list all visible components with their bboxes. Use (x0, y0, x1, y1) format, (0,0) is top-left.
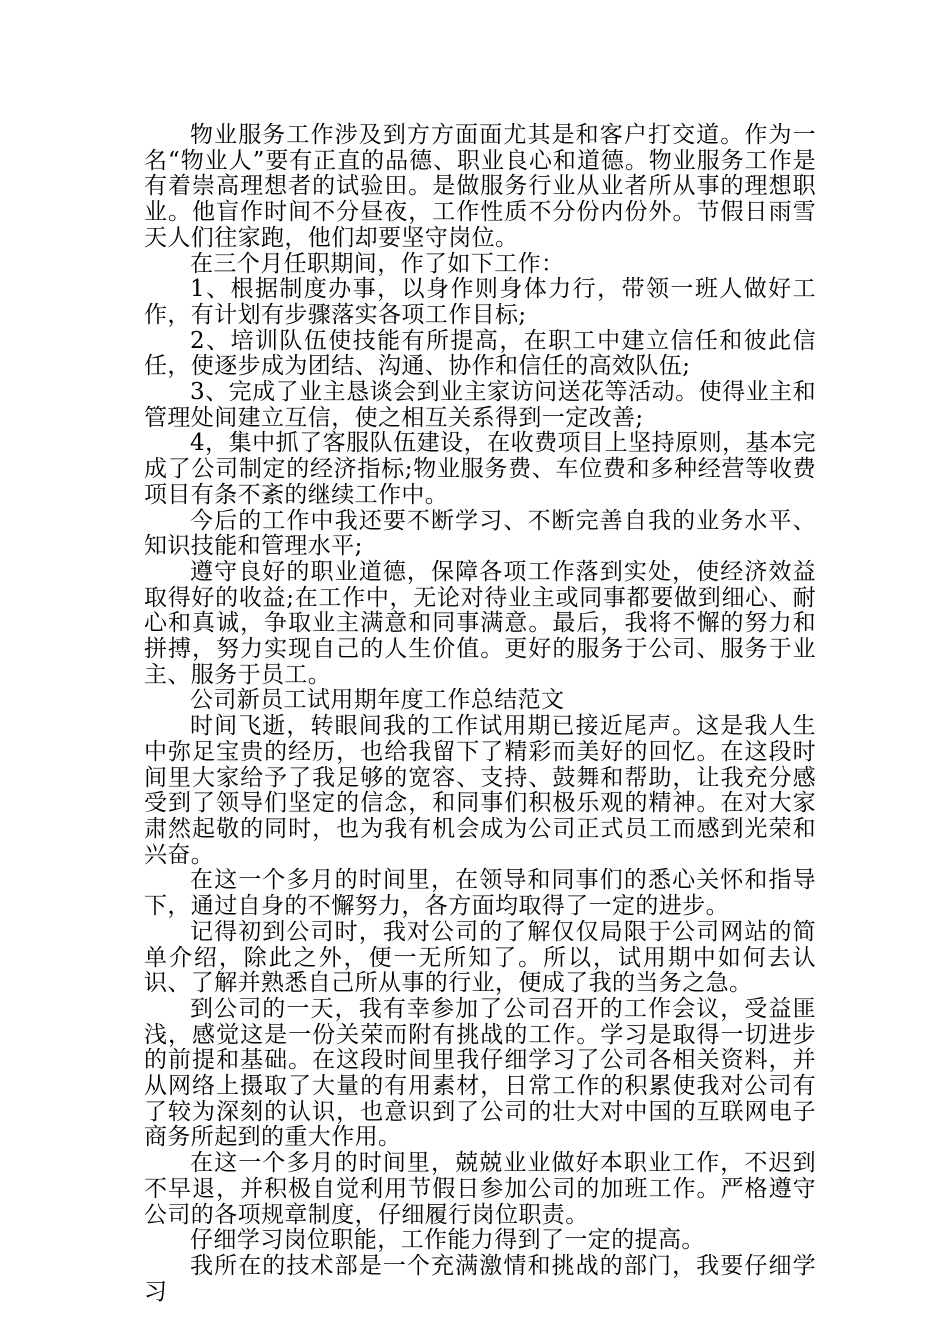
section-title: 公司新员工试用期年度工作总结范文 (190, 687, 565, 714)
paragraph-tech-department: 我所在的技术部是一个充满激情和挑战的部门，我要仔细学习 (144, 1252, 816, 1305)
paragraph-future-work: 今后的工作中我还要不断学习、不断完善自我的业务水平、知识技能和管理水平; (144, 507, 816, 560)
document-body (144, 123, 816, 1305)
paragraph-professional-ethics: 遵守良好的职业道德，保障各项工作落到实处，使经济效益取得好的收益;在工作中，无论对待业主或同事都要做到细心、耐心和真诚，争取业主满意和同事满意。最后，我将不懈的努力和拼搏，努力实现自己的人生价值。更好的服务于公司、服务于业主、服务于员工。 (144, 558, 816, 688)
paragraph-intro: 物业服务工作涉及到方方面面尤其是和客户打交道。作为一名“物业人”要有正直的品德、职业良心和道德。物业服务工作是有着崇高理想者的试验田。是做服务行业从业者所从事的理想职业。他盲作时间不分昼夜，工作性质不分份内份外。节假日雨雪天人们往家跑，他们却要坚守岗位。 (144, 122, 816, 251)
paragraph-first-days: 记得初到公司时，我对公司的了解仅仅局限于公司网站的简单介绍，除此之外，便一无所知了。所以，试用期中如何去认识、了解并熟悉自己所从事的行业，便成了我的当务之急。 (144, 918, 816, 997)
paragraph-diligence: 在这一个多月的时间里，兢兢业业做好本职业工作，不迟到不早退，并积极自觉利用节假日参加公司的加班工作。严格遵守公司的各项规章制度，仔细履行岗位职责。 (144, 1150, 816, 1228)
paragraph-progress: 在这一个多月的时间里，在领导和同事们的悉心关怀和指导下，通过自身的不懈努力，各方面均取得了一定的进步。 (144, 867, 816, 920)
paragraph-item-4: 4，集中抓了客服队伍建设，在收费项目上坚持原则，基本完成了公司制定的经济指标;物业服务费、车位费和多种经营等收费项目有条不紊的继续工作中。 (144, 430, 816, 508)
paragraph-work-list-heading: 在三个月任职期间，作了如下工作： (190, 250, 565, 277)
paragraph-item-2: 2、培训队伍使技能有所提高，在职工中建立信任和彼此信任，使逐步成为团结、沟通、协作和信任的高效队伍; (144, 327, 816, 380)
paragraph-item-1: 1、根据制度办事，以身作则身体力行，带领一班人做好工作，有计划有步骤落实各项工作目标; (144, 276, 816, 328)
paragraph-job-skills: 仔细学习岗位职能，工作能力得到了一定的提高。 (190, 1227, 705, 1254)
paragraph-item-3: 3、完成了业主恳谈会到业主家访问送花等活动。使得业主和管理处间建立互信，使之相互关系得到一定改善; (144, 379, 816, 431)
paragraph-time-flies: 时间飞逝，转眼间我的工作试用期已接近尾声。这是我人生中弥足宝贵的经历，也给我留下了精彩而美好的回忆。在这段时间里大家给予了我足够的宽容、支持、鼓舞和帮助，让我充分感受到了领导们坚定的信念，和同事们积极乐观的精神。在对大家肃然起敬的同时，也为我有机会成为公司正式员工而感到光荣和兴奋。 (144, 713, 816, 868)
paragraph-meeting: 到公司的一天，我有幸参加了公司召开的工作会议，受益匪浅，感觉这是一份关荣而附有挑战的工作。学习是取得一切进步的前提和基础。在这段时间里我仔细学习了公司各相关资料，并从网络上摄取了大量的有用素材，日常工作的积累使我对公司有了较为深刻的认识，也意识到了公司的壮大对中国的互联网电子商务所起到的重大作用。 (144, 995, 816, 1151)
